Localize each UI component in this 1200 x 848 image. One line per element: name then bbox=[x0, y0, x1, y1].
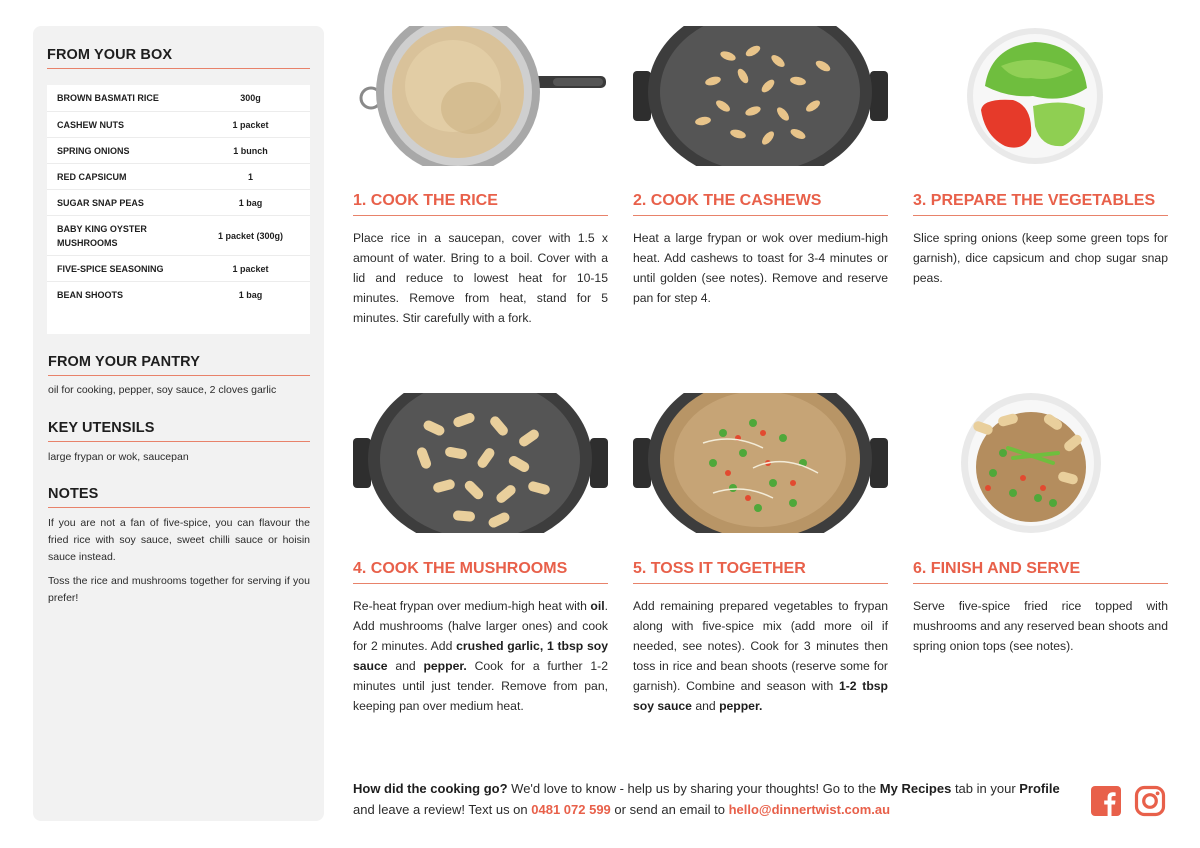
step-text-part: and bbox=[691, 699, 720, 713]
ingredient-row bbox=[47, 112, 310, 138]
ingredient-row bbox=[47, 256, 310, 282]
key-utensils-heading: KEY UTENSILS bbox=[48, 420, 310, 442]
ingredient-name: BABY KING OYSTER MUSHROOMS bbox=[57, 223, 147, 248]
step-instructions bbox=[353, 596, 608, 716]
step-title: 6. FINISH AND SERVE bbox=[913, 560, 1168, 584]
step-instructions bbox=[633, 596, 888, 716]
ingredient-name: CASHEW NUTS bbox=[57, 119, 124, 130]
stir-fry-pan-photo bbox=[633, 393, 888, 533]
notes-paragraph: If you are not a fan of five-spice, you can flavour the fried rice with soy sauce, sweet chilli sauce or hoisin sauce instead. bbox=[48, 517, 310, 563]
ingredient-row bbox=[47, 164, 310, 190]
step-instructions: Slice spring onions (keep some green tops for garnish), dice capsicum and chop sugar snap peas. bbox=[913, 231, 1168, 285]
ingredient-row bbox=[47, 138, 310, 164]
email-link[interactable]: hello@dinnertwist.com.au bbox=[728, 802, 891, 817]
step-text-bold: oil bbox=[590, 599, 605, 613]
ingredient-name: BROWN BASMATI RICE bbox=[57, 93, 159, 103]
step-text-bold: pepper. bbox=[719, 699, 763, 713]
step-text-bold: crushed garlic, 1 tbsp soy sauce bbox=[353, 639, 608, 673]
ingredient-qty: 1 bag bbox=[238, 290, 263, 300]
step-instructions: Heat a large frypan or wok over medium-high heat. Add cashews to toast for 3-4 minutes or until golden (see notes). Remove and reserve pan for step 4. bbox=[633, 231, 888, 305]
utensils-text: large frypan or wok, saucepan bbox=[48, 451, 189, 463]
notes-heading: NOTES bbox=[48, 486, 310, 508]
profile-link[interactable]: Profile bbox=[1019, 781, 1060, 796]
footer-text: tab in your bbox=[951, 781, 1020, 796]
step-text-part: and bbox=[387, 659, 424, 673]
ingredient-name: SPRING ONIONS bbox=[57, 145, 130, 156]
pantry-text: oil for cooking, pepper, soy sauce, 2 cloves garlic bbox=[48, 384, 277, 396]
step-title: 3. PREPARE THE VEGETABLES bbox=[913, 192, 1168, 216]
rice-strainer-photo bbox=[353, 26, 608, 166]
step-text-bold: 1-2 tbsp soy sauce bbox=[633, 679, 888, 713]
ingredient-qty: 300g bbox=[240, 93, 261, 103]
ingredients-sidebar bbox=[33, 26, 324, 821]
ingredient-qty: 1 bunch bbox=[233, 145, 268, 156]
step-title: 2. COOK THE CASHEWS bbox=[633, 192, 888, 216]
ingredient-name: FIVE-SPICE SEASONING bbox=[57, 263, 164, 274]
step-text-part: Cook for a further 1-2 minutes until just tender. Remove from pan, keeping pan over medium heat. bbox=[353, 659, 608, 713]
step-title: 5. TOSS IT TOGETHER bbox=[633, 560, 888, 584]
vegetables-plate-photo bbox=[913, 26, 1168, 166]
step-instructions: Serve five-spice fried rice topped with mushrooms and any reserved bean shoots and spring onion tops (see notes). bbox=[913, 599, 1168, 653]
step-title: 1. COOK THE RICE bbox=[353, 192, 608, 216]
footer-text: We'd love to know - help us by sharing your thoughts! Go to the bbox=[507, 781, 880, 796]
step-title: 4. COOK THE MUSHROOMS bbox=[353, 560, 608, 584]
ingredient-row bbox=[47, 216, 310, 256]
ingredient-row bbox=[47, 282, 310, 308]
step-text-part: Re-heat frypan over medium-high heat with bbox=[353, 599, 591, 613]
facebook-icon[interactable] bbox=[1090, 785, 1122, 817]
ingredient-name: RED CAPSICUM bbox=[57, 171, 127, 182]
footer-question: How did the cooking go? bbox=[353, 781, 508, 796]
ingredients-table bbox=[47, 85, 310, 334]
ingredient-name: BEAN SHOOTS bbox=[57, 290, 124, 300]
from-your-box-heading: FROM YOUR BOX bbox=[47, 47, 310, 69]
notes-paragraph: Toss the rice and mushrooms together for serving if you prefer! bbox=[48, 575, 310, 604]
step-text-part: . Add mushrooms (halve larger ones) and cook for 2 minutes. Add bbox=[353, 599, 608, 653]
footer-text: and leave a review! Text us on bbox=[353, 802, 532, 817]
mushrooms-pan-photo bbox=[353, 393, 608, 533]
ingredient-qty: 1 bbox=[247, 171, 253, 182]
feedback-footer bbox=[353, 778, 1073, 820]
ingredient-qty: 1 bag bbox=[238, 197, 263, 208]
my-recipes-link[interactable]: My Recipes bbox=[879, 781, 952, 796]
ingredient-row bbox=[47, 190, 310, 216]
finished-dish-photo bbox=[913, 393, 1168, 533]
from-your-pantry-heading: FROM YOUR PANTRY bbox=[48, 354, 310, 376]
phone-link[interactable]: 0481 072 599 bbox=[531, 802, 611, 817]
instagram-icon[interactable] bbox=[1134, 785, 1166, 817]
ingredient-row bbox=[47, 85, 310, 112]
cashews-pan-photo bbox=[633, 26, 888, 166]
ingredient-name: SUGAR SNAP PEAS bbox=[57, 197, 144, 208]
step-text-bold: pepper. bbox=[423, 659, 467, 673]
ingredient-qty: 1 packet bbox=[232, 263, 269, 274]
ingredient-qty: 1 packet (300g) bbox=[217, 230, 284, 241]
footer-text: or send an email to bbox=[610, 802, 729, 817]
ingredient-qty: 1 packet bbox=[232, 119, 269, 130]
step-instructions: Place rice in a saucepan, cover with 1.5 x amount of water. Bring to a boil. Cover with a lid and reduce to lowest heat for 10-15 minutes. Remove from heat, stand for 5 minutes. Stir carefully with a fork. bbox=[353, 231, 608, 325]
step-text-part: Add remaining prepared vegetables to frypan along with five-spice mix (add more oil if needed, see notes). Cook for 3 minutes then toss in rice and bean shoots (reserve some for garnish). Combine and season with bbox=[633, 599, 888, 693]
